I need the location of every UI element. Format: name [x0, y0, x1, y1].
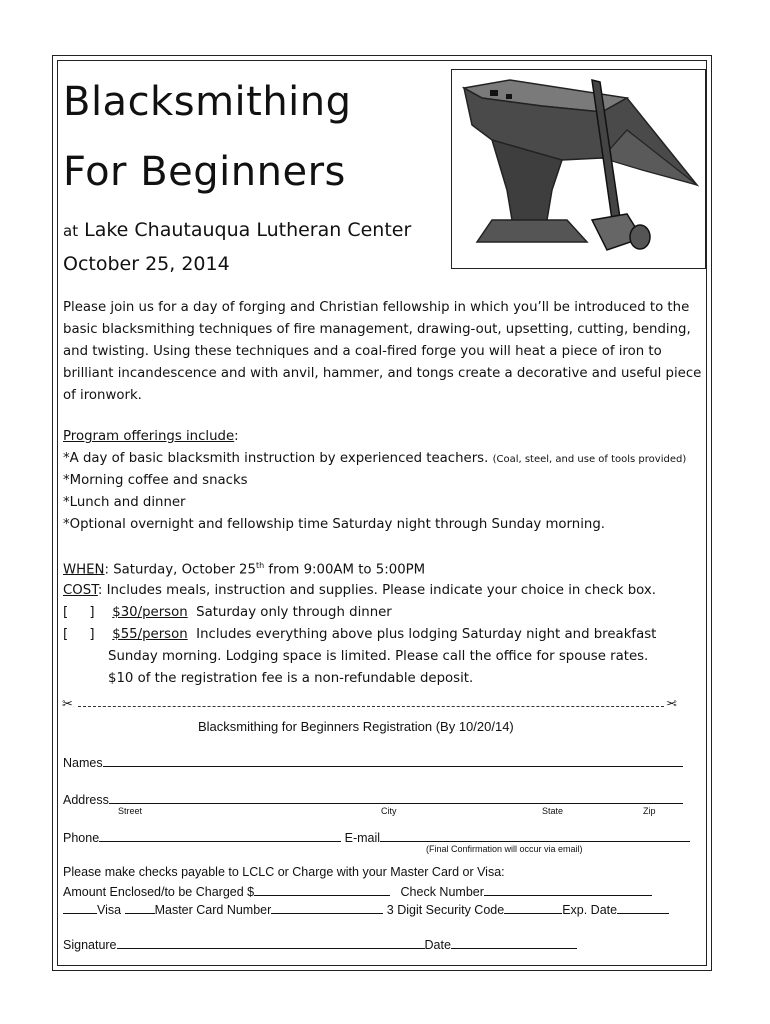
card-number-field[interactable] [271, 901, 383, 914]
cost-line [63, 583, 656, 598]
phone-email-row [63, 829, 690, 845]
master-card-check-field[interactable] [125, 901, 155, 914]
title-line-1: Blacksmithing [63, 79, 352, 125]
email-label: E-mail [344, 831, 381, 845]
offerings-heading-colon: : [234, 429, 239, 444]
offering-item-2: *Morning coffee and snacks [63, 473, 248, 488]
phone-field[interactable] [99, 829, 341, 842]
cost-label: COST [63, 583, 98, 598]
venue-prefix: at [63, 222, 79, 240]
offering-item-4: *Optional overnight and fellowship time Saturday night through Sunday morning. [63, 517, 605, 532]
dashed-divider [78, 706, 664, 707]
when-label: WHEN [63, 562, 105, 578]
state-label: State [542, 806, 564, 816]
amount-row [63, 883, 652, 899]
offering-item-note: (Coal, steel, and use of tools provided) [492, 454, 687, 465]
option-30-desc: Saturday only through dinner [196, 605, 392, 620]
venue-name: Lake Chautauqua Lutheran Center [84, 219, 412, 241]
address-row [63, 791, 683, 807]
checks-payable-line: Please make checks payable to LCLC or Charge with your Master Card or Visa: [63, 865, 505, 879]
offering-item-text: *A day of basic blacksmith instruction by experienced teachers. [63, 451, 489, 466]
option-30 [63, 605, 392, 620]
street-label: Street [118, 806, 143, 816]
visa-label: Visa [97, 903, 122, 917]
deposit-note: $10 of the registration fee is a non-refundable deposit. [108, 671, 474, 686]
anvil-illustration-frame [451, 69, 706, 269]
security-code-label: 3 Digit Security Code [386, 903, 505, 917]
zip-label: Zip [643, 806, 656, 816]
amount-field[interactable] [254, 883, 390, 896]
offerings-heading: Program offerings include [63, 429, 235, 444]
address-label: Address [63, 793, 109, 807]
card-row [63, 901, 669, 917]
email-field[interactable] [380, 829, 690, 842]
venue-line [63, 219, 411, 241]
address-field[interactable] [109, 791, 683, 804]
scissors-icon: ✂ [666, 697, 677, 712]
date-label: Date [424, 938, 451, 952]
names-field[interactable] [103, 754, 683, 767]
offering-item-1 [63, 451, 686, 466]
city-label: City [381, 806, 397, 816]
names-row [63, 754, 683, 770]
cut-line [62, 697, 682, 714]
when-text: : Saturday, October 25 [104, 562, 256, 578]
check-number-field[interactable] [484, 883, 652, 896]
option-55-continued: Sunday morning. Lodging space is limited. Please call the office for spouse rates. [108, 649, 649, 664]
intro-paragraph: Please join us for a day of forging and Christian fellowship in which you’ll be introduced to the basic blacksmithing techniques of fire management, drawing-out, upsetting, cutting, bending, and twisting. Using these techniques and a coal-fired forge you will heat a piece of iron to brilliant incandescence and with anvil, hammer, and tongs create a decorative and useful piece of ironwork. [63, 300, 702, 403]
master-card-label: Master Card Number [154, 903, 272, 917]
event-date: October 25, 2014 [63, 253, 230, 275]
when-line [63, 561, 425, 577]
title-line-2: For Beginners [63, 149, 346, 195]
confirmation-note: (Final Confirmation will occur via email) [426, 844, 583, 854]
exp-date-field[interactable] [617, 901, 669, 914]
signature-row [63, 936, 577, 952]
security-code-field[interactable] [504, 901, 562, 914]
option-30-price: $30/person [112, 605, 188, 620]
cost-text: : Includes meals, instruction and supplies. Please indicate your choice in check box. [97, 583, 656, 598]
offerings-heading-line [63, 429, 239, 444]
registration-heading: Blacksmithing for Beginners Registration (By 10/20/14) [198, 719, 514, 734]
when-sup: th [255, 561, 265, 570]
when-time: from 9:00AM to 5:00PM [264, 562, 426, 578]
option-55-price: $55/person [112, 627, 188, 642]
signature-field[interactable] [117, 936, 425, 949]
check-number-label: Check Number [400, 885, 484, 899]
checkbox-55[interactable]: [ ] [63, 627, 95, 642]
scissors-icon: ✂ [62, 697, 73, 712]
phone-label: Phone [63, 831, 100, 845]
date-field[interactable] [451, 936, 577, 949]
checkbox-30[interactable]: [ ] [63, 605, 95, 620]
anvil-hammer-illustration [452, 70, 704, 267]
amount-label: Amount Enclosed/to be Charged $ [63, 885, 255, 899]
visa-field[interactable] [63, 901, 97, 914]
names-label: Names [63, 756, 103, 770]
signature-label: Signature [63, 938, 117, 952]
offering-item-3: *Lunch and dinner [63, 495, 186, 510]
option-55-desc: Includes everything above plus lodging Saturday night and breakfast [196, 627, 657, 642]
option-55 [63, 627, 656, 642]
exp-date-label: Exp. Date [562, 903, 618, 917]
